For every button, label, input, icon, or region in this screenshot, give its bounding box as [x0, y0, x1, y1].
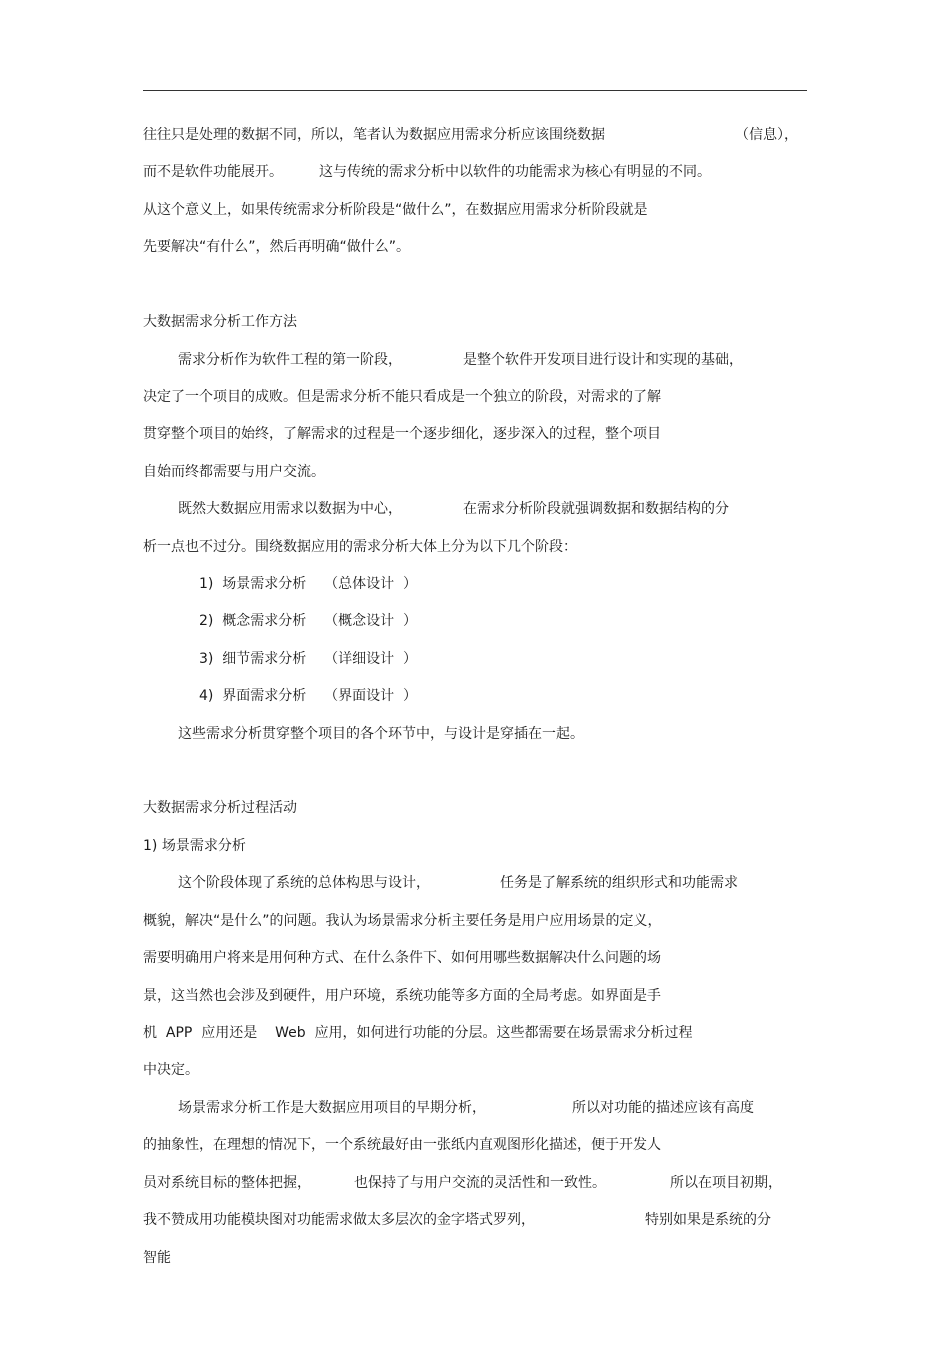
list-item: 4) 界面需求分析 （界面设计 ） [199, 688, 417, 704]
text-line: 贯穿整个项目的始终，了解需求的过程是一个逐步细化，逐步深入的过程，整个项目 [143, 426, 661, 442]
text-line: 需要明确用户将来是用何种方式、在什么条件下、如何用哪些数据解决什么问题的场 [143, 950, 661, 966]
text-line: 往往只是处理的数据不同，所以，笔者认为数据应用需求分析应该围绕数据 [143, 127, 605, 143]
text-line: 员对系统目标的整体把握， [143, 1175, 311, 1191]
sub-heading: 1) 场景需求分析 [143, 838, 246, 854]
text-line: 决定了一个项目的成败。但是需求分析不能只看成是一个独立的阶段，对需求的了解 [143, 389, 661, 405]
text-line: 这与传统的需求分析中以软件的功能需求为核心有明显的不同。 [319, 164, 711, 180]
text-line: 先要解决“有什么”，然后再明确“做什么”。 [143, 239, 411, 255]
text-line: 需求分析作为软件工程的第一阶段， [178, 352, 402, 368]
text-line: 自始而终都需要与用户交流。 [143, 464, 325, 480]
text-line: 从这个意义上，如果传统需求分析阶段是“做什么”，在数据应用需求分析阶段就是 [143, 202, 648, 218]
text-line: 的抽象性，在理想的情况下，一个系统最好由一张纸内直观图形化描述，便于开发人 [143, 1137, 661, 1153]
list-item: 2) 概念需求分析 （概念设计 ） [199, 613, 417, 629]
section-heading: 大数据需求分析过程活动 [143, 800, 297, 816]
section-heading: 大数据需求分析工作方法 [143, 314, 297, 330]
text-line: 我不赞成用功能模块图对功能需求做太多层次的金字塔式罗列， [143, 1212, 535, 1228]
text-line: 这个阶段体现了系统的总体构思与设计， [178, 875, 430, 891]
text-line: 这些需求分析贯穿整个项目的各个环节中，与设计是穿插在一起。 [178, 726, 584, 742]
text-line: 机 APP 应用还是 Web 应用，如何进行功能的分层。这些都需要在场景需求分析过程 [143, 1025, 693, 1041]
text-line: 所以在项目初期， [670, 1175, 782, 1191]
list-item: 1) 场景需求分析 （总体设计 ） [199, 576, 417, 592]
header-rule [143, 90, 807, 91]
text-line: 而不是软件功能展开。 [143, 164, 283, 180]
text-line: 既然大数据应用需求以数据为中心， [178, 501, 402, 517]
text-line: （信息）， [735, 127, 798, 143]
text-line: 是整个软件开发项目进行设计和实现的基础， [463, 352, 743, 368]
text-line: 中决定。 [143, 1062, 199, 1078]
list-item: 3) 细节需求分析 （详细设计 ） [199, 651, 417, 667]
text-line: 析一点也不过分。围绕数据应用的需求分析大体上分为以下几个阶段： [143, 539, 577, 555]
text-line: 场景需求分析工作是大数据应用项目的早期分析， [178, 1100, 486, 1116]
text-line: 任务是了解系统的组织形式和功能需求 [500, 875, 738, 891]
text-line: 也保持了与用户交流的灵活性和一致性。 [354, 1175, 606, 1191]
text-line: 所以对功能的描述应该有高度 [572, 1100, 754, 1116]
text-line: 在需求分析阶段就强调数据和数据结构的分 [463, 501, 729, 517]
text-line: 景，这当然也会涉及到硬件，用户环境，系统功能等多方面的全局考虑。如界面是手 [143, 988, 661, 1004]
text-line: 概貌，解决“是什么”的问题。我认为场景需求分析主要任务是用户应用场景的定义， [143, 913, 662, 929]
text-line: 特别如果是系统的分 [645, 1212, 771, 1228]
text-line: 智能 [143, 1250, 171, 1266]
